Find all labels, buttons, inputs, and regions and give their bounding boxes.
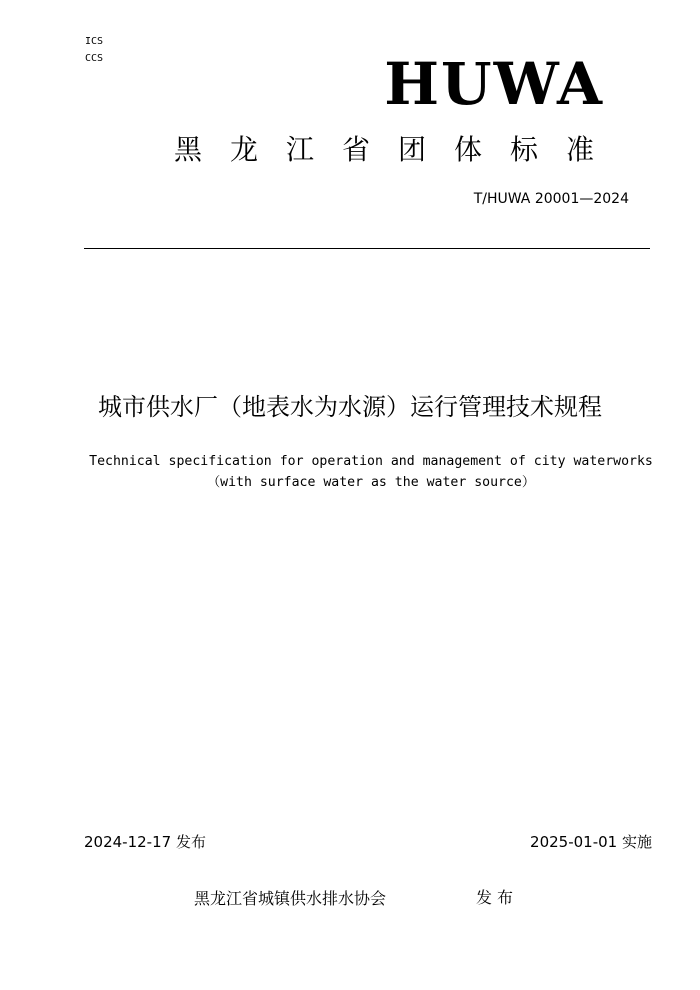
document-title-english bbox=[70, 451, 672, 493]
english-title-line-1: Technical specification for operation and management of city waterworks bbox=[89, 454, 653, 469]
publish-date: 2024-12-17 发布 bbox=[84, 833, 206, 851]
issue-label: 发布 bbox=[476, 888, 519, 907]
ics-label: ICS bbox=[85, 36, 104, 47]
standard-type-heading: 黑龙江省团体标准 bbox=[174, 133, 623, 166]
implement-date: 2025-01-01 实施 bbox=[530, 833, 652, 851]
header-divider bbox=[84, 248, 650, 249]
document-title-chinese: 城市供水厂（地表水为水源）运行管理技术规程 bbox=[98, 393, 602, 421]
ccs-label: CCS bbox=[85, 53, 104, 64]
issuing-organization: 黑龙江省城镇供水排水协会 bbox=[194, 889, 387, 908]
huwa-logo: HUWA bbox=[384, 50, 604, 118]
english-title-line-2: （with surface water as the water source） bbox=[206, 475, 536, 490]
standard-number: T/HUWA 20001—2024 bbox=[473, 191, 629, 207]
